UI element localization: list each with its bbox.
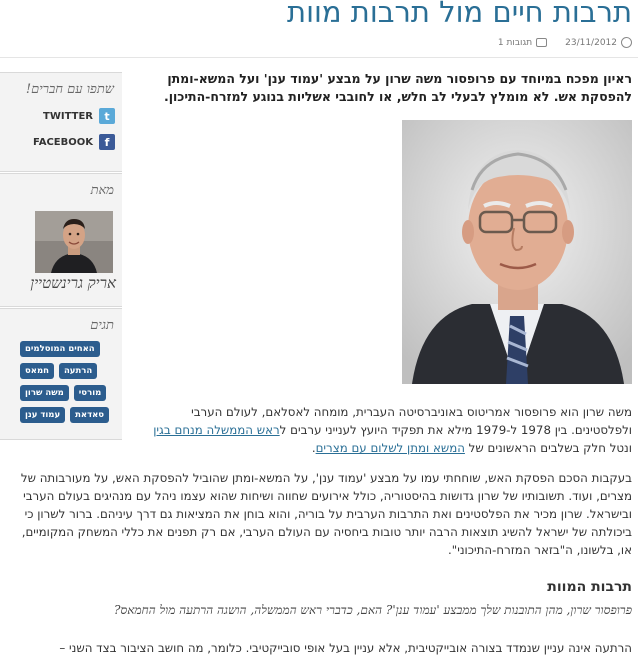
author-avatar-image [35,211,113,273]
tag-link[interactable]: סאדאת [70,407,109,423]
article-paragraph-3: הרתעה אינה עניין שנמדד בצורה אובייקטיבית, אלא עניין בעל אופי סובייקטיבי. כלומר, מה חושב הציבור בצד השני – [59,641,632,655]
sidebar [0,72,122,441]
p1-text-1: משה שרון הוא פרופסור אמריטוס באוניברסיטה העברית, מומחה לאסלאם, לעולם הערבי ולפלסטינים. בין 1978 ל-1979 מילא את תפקיד היועץ לענייני ערבים ל [191,405,632,437]
clock-icon [621,37,632,48]
tag-link[interactable]: הרתעה [59,363,97,379]
interview-question: פרופסור שרון, מהן התובנות שלך ממבצע 'עמוד ענן'? האם, כדברי ראש הממשלה, הושגה הרתעה מול החמאס? [113,603,632,617]
section-heading: תרבות המוות [547,579,632,595]
article-paragraph-2: בעקבות הסכם הפסקת האש, שוחחתי עמו על מבצע 'עמוד ענן', על המשא-ומתן שהוביל להפסקת האש, על מעורבותה של מצרים, ועוד. תשובותיו של שרון גדושות בהיסטוריה, כולל אירועים שחווה ושיחות שהוא עצמו ניהל עם מנהיגים בעולם הערבי ובישראל. שרון מכיר את הפלסטינים ואת התרבות הערבית על בוריה, והוא בוחן את המציאות גם דרך עיניהם. ברור לשרון כי ביכולתה של ישראל להשיג תוצאות הרבה יותר טובות ביחסיה עם העולם הערבי, אם רק תפנים את כללי המשחק המקומיים, או, בלשונו, ה"בזאר המזרח-התיכוני". [20,471,632,557]
author-title: מאת [90,183,114,198]
article-paragraph-1 [138,403,632,457]
twitter-share-link[interactable] [0,103,122,129]
article-title: תרבות חיים מול תרבות מוות [287,0,632,29]
share-title: שתפו עם חברים! [25,82,114,97]
tag-link[interactable]: מורסי [74,385,106,401]
share-box [0,72,122,172]
egypt-peace-link[interactable]: המשא ומתן לשלום עם מצרים [315,441,465,455]
author-box [0,173,122,307]
title-divider [0,57,638,58]
article-lead: ראיון מפכח במיוחד עם פרופסור משה שרון על מבצע 'עמוד ענן' ועל המשא-ומתן להפסקת אש. לא מומלץ לבעלי לב חלש, או לחובבי אשליות בנוגע למזרח-התיכון. [163,71,632,104]
tags-box [0,308,122,440]
facebook-share-link[interactable] [0,129,122,155]
article-meta [498,37,632,48]
tag-link[interactable]: משה שרון [20,385,69,401]
comment-icon [536,38,547,47]
tag-link[interactable]: חמאס [20,363,54,379]
comments-link[interactable]: תגובות 1 [497,37,533,48]
twitter-label: TWITTER [43,110,93,122]
p1-text-3: . [311,441,316,455]
portrait-image [402,120,632,384]
article-date: 23/11/2012 [565,37,617,48]
tag-list [0,339,122,423]
author-avatar[interactable] [35,211,113,273]
article-photo [402,120,632,384]
tags-title: תגים [90,318,114,333]
tag-link[interactable]: עמוד ענן [20,407,65,423]
twitter-icon: t [99,108,115,124]
author-name-link[interactable]: אריק גרינשטיין [30,274,116,292]
facebook-label: FACEBOOK [33,136,93,148]
begin-link[interactable]: ראש הממשלה מנחם בגין [153,423,280,437]
tag-link[interactable]: האחים המוסלמים [20,341,100,357]
p1-text-2: ונטל חלק בשלבים הראשונים של [464,441,632,455]
facebook-icon: f [99,134,115,150]
